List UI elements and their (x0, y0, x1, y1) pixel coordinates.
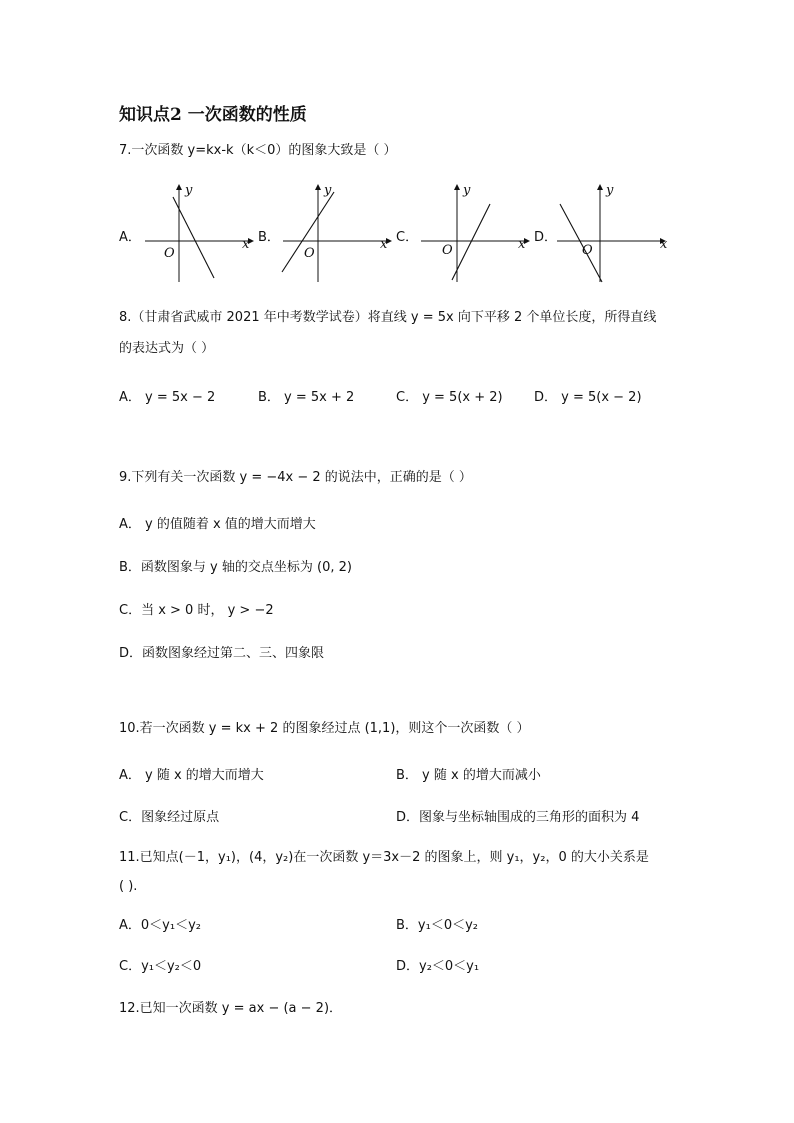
svg-text:y: y (324, 183, 332, 198)
q7-option-b-label: B． (258, 230, 280, 245)
question-8-stem-line2: 的表达式为（ ） (119, 341, 215, 356)
q10-option-d: D．图象与坐标轴围成的三角形的面积为 4 (396, 810, 640, 825)
svg-text:O: O (582, 243, 593, 258)
q9-option-d: D．函数图象经过第二、三、四象限 (119, 646, 325, 661)
q7-graph-c (416, 182, 531, 287)
question-12-stem: 12.已知一次函数 y = ax − (a − 2)． (119, 1001, 343, 1016)
q9-option-b: B．函数图象与 y 轴的交点坐标为 (0, 2) (119, 560, 352, 575)
q10-option-c: C．图象经过原点 (119, 810, 220, 825)
q7-option-c-label: C． (396, 230, 419, 245)
q10-option-a: A． y 随 x 的增大而增大 (119, 768, 264, 783)
q7-graph-b (278, 182, 393, 287)
question-10-stem: 10.若一次函数 y = kx + 2 的图象经过点 (1,1)，则这个一次函数（ ） (119, 721, 530, 736)
q11-option-a: A．0＜y₁＜y₂ (119, 918, 201, 933)
svg-text:x: x (518, 237, 526, 252)
svg-text:x: x (242, 237, 250, 252)
q11-option-d: D．y₂＜0＜y₁ (396, 959, 480, 974)
q8-option-b: B． y = 5x + 2 (258, 390, 355, 405)
q9-option-a: A． y 的值随着 x 值的增大而增大 (119, 517, 316, 532)
q11-option-b: B．y₁＜0＜y₂ (396, 918, 478, 933)
svg-text:y: y (463, 183, 471, 198)
q7-option-d-label: D． (534, 230, 558, 245)
q8-option-c: C． y = 5(x + 2) (396, 390, 503, 405)
svg-text:x: x (380, 237, 388, 252)
question-9-stem: 9.下列有关一次函数 y = −4x − 2 的说法中，正确的是（ ） (119, 470, 472, 485)
question-11-stem-line2: ( ). (119, 879, 138, 894)
svg-text:y: y (606, 183, 614, 198)
q7-graph-a (140, 182, 255, 287)
svg-text:O: O (442, 243, 453, 258)
q10-option-b: B． y 随 x 的增大而减小 (396, 768, 541, 783)
q9-option-c: C．当 x > 0 时， y > −2 (119, 603, 274, 618)
svg-text:y: y (185, 183, 193, 198)
q8-option-d: D． y = 5(x − 2) (534, 390, 642, 405)
svg-text:O: O (164, 246, 175, 261)
svg-text:O: O (304, 246, 315, 261)
question-7-stem: 7.一次函数 y=kx-k（k＜0）的图象大致是（ ） (119, 143, 397, 158)
svg-text:x: x (660, 237, 668, 252)
q8-option-a: A． y = 5x − 2 (119, 390, 216, 405)
q7-option-a-label: A． (119, 230, 141, 245)
q11-option-c: C．y₁＜y₂＜0 (119, 959, 202, 974)
question-11-stem-line1: 11.已知点(－1，y₁)，(4，y₂)在一次函数 y＝3x－2 的图象上，则 y₁，y₂，0 的大小关系是 (119, 850, 649, 865)
section-title: 知识点2 一次函数的性质 (119, 105, 307, 125)
q7-graph-d (552, 182, 672, 287)
question-8-stem-line1: 8.（甘肃省武威市 2021 年中考数学试卷）将直线 y = 5x 向下平移 2 个单位长度，所得直线 (119, 310, 657, 325)
